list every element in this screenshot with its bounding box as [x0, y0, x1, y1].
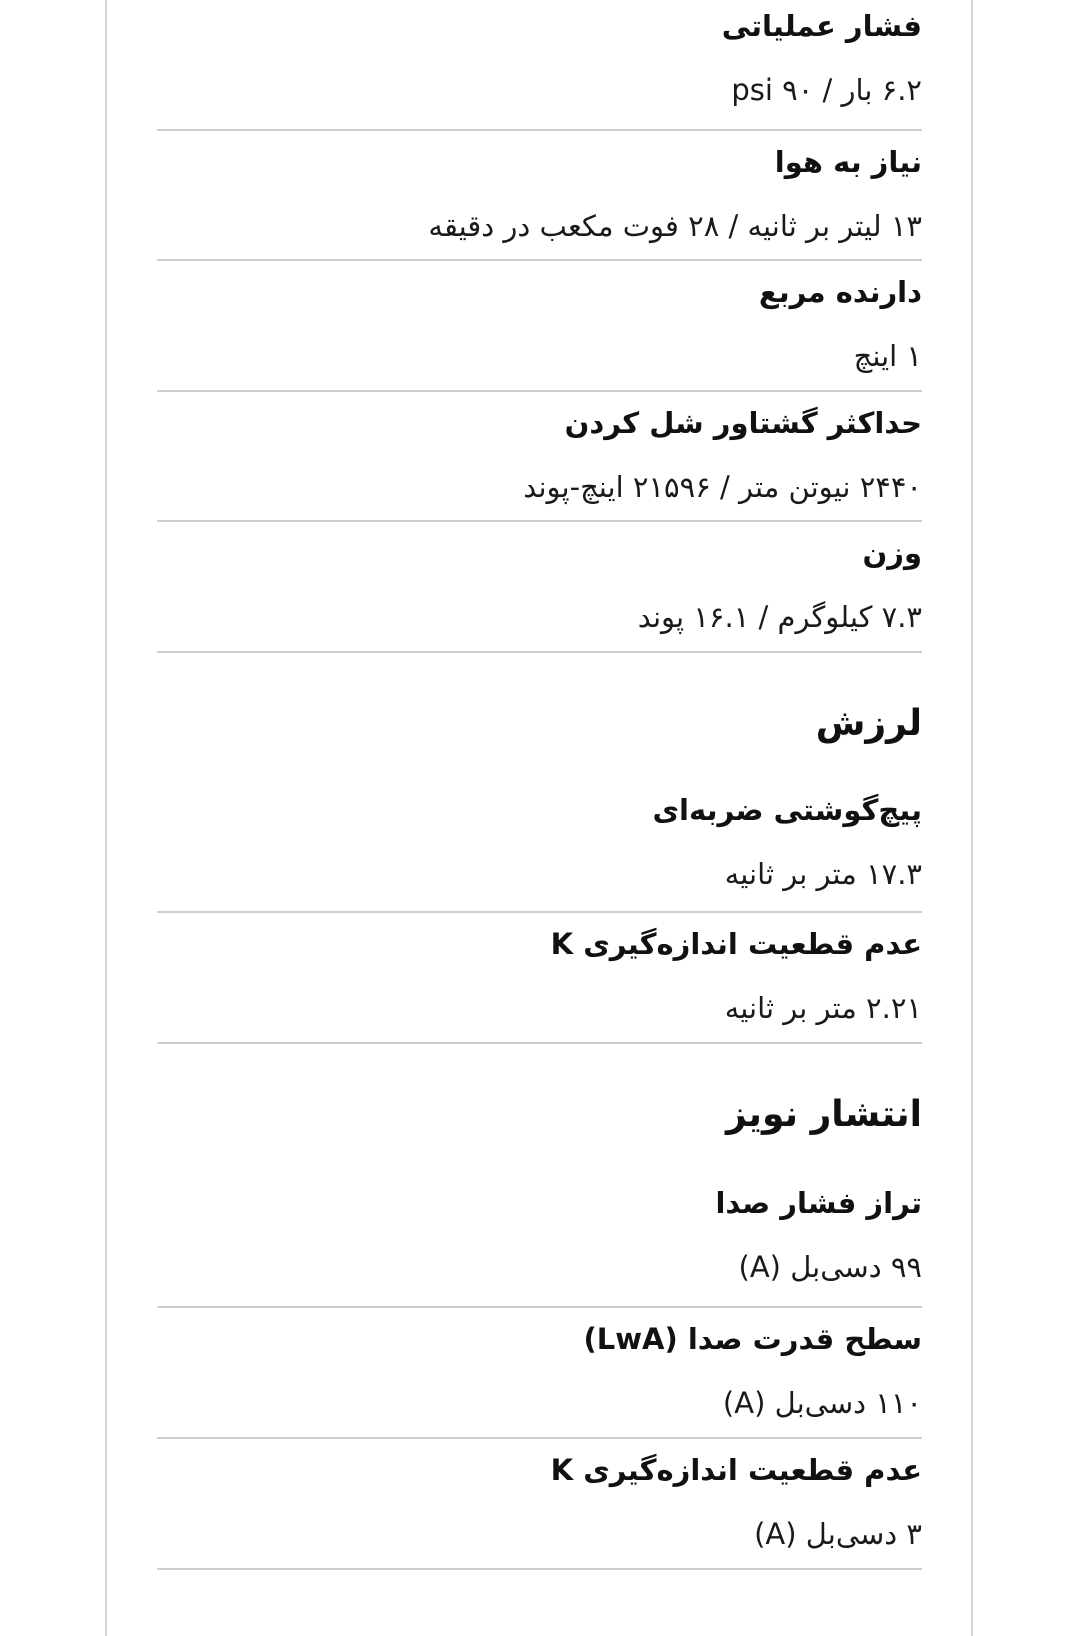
vibration-section [157, 703, 922, 1044]
spec-row-impact-wrench [157, 793, 922, 913]
spec-row-operating-pressure [157, 0, 922, 131]
spec-value: ۲۴۴۰ نیوتن متر / ۲۱۵۹۶ اینچ-پوند [523, 470, 922, 504]
spec-value: ۷.۳ کیلوگرم / ۱۶.۱ پوند [637, 600, 922, 634]
spec-label: حداکثر گشتاور شل کردن [564, 406, 922, 440]
noise-section [157, 1094, 922, 1570]
spec-value: ۶.۲ بار / ۹۰ psi [731, 73, 922, 107]
spec-label: تراز فشار صدا [715, 1186, 922, 1220]
spec-value: ۳ دسی‌بل (A) [754, 1517, 922, 1551]
spec-label: عدم قطعیت اندازه‌گیری K [550, 927, 922, 961]
spec-label: دارنده مربع [758, 275, 922, 309]
spec-row-sound-pressure [157, 1186, 922, 1308]
general-specs-section [157, 0, 922, 653]
spec-value: ۲.۲۱ متر بر ثانیه [724, 991, 922, 1025]
spec-value: ۱۱۰ دسی‌بل (A) [722, 1386, 922, 1420]
spec-label: سطح قدرت صدا (LwA) [583, 1322, 922, 1356]
spec-row-max-torque [157, 392, 922, 522]
spec-row-weight [157, 522, 922, 653]
spec-label: پیچ‌گوشتی ضربه‌ای [652, 793, 922, 827]
spec-label: وزن [862, 536, 922, 570]
spec-value: ۱ اینچ [853, 339, 922, 373]
spec-value: ۱۳ لیتر بر ثانیه / ۲۸ فوت مکعب در دقیقه [428, 209, 922, 243]
spec-label: عدم قطعیت اندازه‌گیری K [550, 1453, 922, 1487]
spec-row-vibration-uncertainty [157, 913, 922, 1044]
spec-value: ۱۷.۳ متر بر ثانیه [724, 857, 922, 891]
spec-row-sound-power [157, 1308, 922, 1439]
spec-label: نیاز به هوا [774, 145, 922, 179]
spec-row-square-drive [157, 261, 922, 392]
section-title-vibration: لرزش [815, 703, 922, 744]
specifications-list [157, 0, 922, 1570]
spec-row-noise-uncertainty [157, 1439, 922, 1570]
spec-label: فشار عملیاتی [721, 9, 922, 43]
section-title-noise: انتشار نویز [726, 1094, 922, 1135]
spec-row-air-requirement [157, 131, 922, 261]
spec-value: ۹۹ دسی‌بل (A) [738, 1250, 922, 1284]
